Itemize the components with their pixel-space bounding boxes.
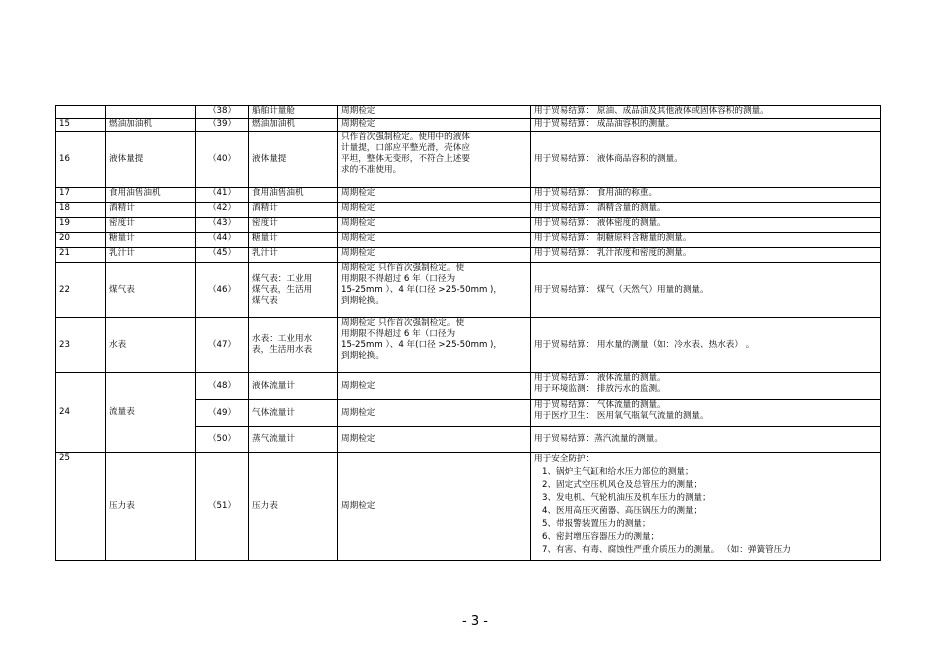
period-line: 15-25mm ）、4 年(口径 >25-50mm )， (341, 340, 502, 350)
use-line: 用于贸易结算： 液体流量的测量。 (534, 373, 666, 383)
cell-seq: （38） (196, 106, 249, 119)
cell-seq: （47） (196, 318, 249, 373)
cell-name: 蒸气流量计 (249, 427, 338, 453)
cell-category: 酒精计 (106, 203, 196, 218)
cell-seq: （46） (196, 263, 249, 318)
cell-no: 24 (56, 373, 106, 453)
use-item: 6、密封增压容器压力的测量； (542, 532, 660, 542)
period-line: 求的不准使用。 (341, 165, 402, 175)
cell-name: 乳汁计 (249, 248, 338, 263)
cell-name: 糖量计 (249, 233, 338, 248)
cell-name: 酒精计 (249, 203, 338, 218)
cell-category (106, 106, 196, 119)
cell-seq: （48） (196, 373, 249, 400)
table-row (56, 453, 881, 561)
cell-no: 16 (56, 132, 106, 188)
name-line: 煤气表，生活用 (252, 284, 313, 295)
use-item: 4、医用高压灭菌器、高压锅压力的测量； (542, 506, 703, 516)
cell-use: 用于贸易结算： 成品油容积的测量。 (531, 119, 881, 132)
cell-seq: （51） (196, 453, 249, 561)
cell-use: 用于贸易结算： 液体商品容积的测量。 (531, 132, 881, 188)
cell-seq: （43） (196, 218, 249, 233)
cell-no (56, 106, 106, 119)
cell-use: 用于贸易结算： 煤气（天然气）用量的测量。 (531, 263, 881, 318)
period-line: 用期限不得超过 6 年（口径为 (341, 274, 456, 284)
use-title: 用于安全防护： (534, 454, 595, 464)
cell-period: 周期检定 (338, 453, 531, 561)
cell-no: 21 (56, 248, 106, 263)
cell-seq: （39） (196, 119, 249, 132)
cell-name: 密度计 (249, 218, 338, 233)
cell-category: 燃油加油机 (106, 119, 196, 132)
use-line: 用于环境监测： 排放污水的监测。 (534, 384, 666, 394)
period-line: 只作首次强制检定。使用中的液体 (341, 132, 470, 142)
name-line: 煤气表：工业用 (252, 273, 313, 284)
cell-period: 周期检定 (338, 106, 531, 119)
cell-period: 周期检定 (338, 373, 531, 400)
table-row (56, 373, 881, 400)
table-row (56, 318, 881, 373)
cell-use: 用于贸易结算： 原油、成品油及其他液体或固体容积的测量。 (531, 106, 881, 119)
period-line: 计量提，口部应平整光滑，壳体应 (341, 143, 470, 153)
cell-no: 22 (56, 263, 106, 318)
cell-name: 液体量提 (249, 132, 338, 188)
cell-category: 水表 (106, 318, 196, 373)
cell-seq: （42） (196, 203, 249, 218)
table-row (56, 188, 881, 203)
cell-use: 用于贸易结算： 液体密度的测量。 (531, 218, 881, 233)
cell-category: 煤气表 (106, 263, 196, 318)
cell-no: 17 (56, 188, 106, 203)
cell-name (249, 318, 338, 373)
table-row (56, 203, 881, 218)
cell-category: 乳汁计 (106, 248, 196, 263)
name-line: 煤气表 (252, 295, 278, 306)
cell-name: 压力表 (249, 453, 338, 561)
name-line: 水表：工业用水 (252, 334, 313, 344)
period-line: 到期轮换。 (341, 351, 384, 361)
cell-category: 液体量提 (106, 132, 196, 188)
period-line: 平坦，整体无变形，不符合上述要 (341, 154, 470, 164)
cell-seq: （40） (196, 132, 249, 188)
cell-period: 周期检定 (338, 119, 531, 132)
cell-use: 用于贸易结算： 用水量的测量（如：冷水表、热水表） 。 (531, 318, 881, 373)
cell-period: 周期检定 (338, 427, 531, 453)
cell-period: 周期检定 (338, 188, 531, 203)
use-line: 用于贸易结算： 气体流量的测量。 (534, 400, 666, 410)
cell-name (249, 263, 338, 318)
verification-table (55, 105, 881, 561)
period-line: 用期限不得超过 6 年（口径为 (341, 329, 456, 339)
table-row (56, 263, 881, 318)
table-row (56, 132, 881, 188)
cell-period (338, 132, 531, 188)
cell-use (531, 453, 881, 561)
table-row (56, 106, 881, 119)
cell-seq: （49） (196, 400, 249, 427)
cell-no: 20 (56, 233, 106, 248)
cell-name: 液体流量计 (249, 373, 338, 400)
use-item: 7、有害、有毒、腐蚀性严重介质压力的测量。 （如：弹簧管压力 (542, 545, 791, 555)
cell-category: 食用油售油机 (106, 188, 196, 203)
cell-period: 周期检定 (338, 203, 531, 218)
table-row (56, 218, 881, 233)
cell-use (531, 373, 881, 400)
cell-no: 23 (56, 318, 106, 373)
cell-category: 流量表 (106, 373, 196, 453)
period-line: 15-25mm ）、4 年(口径 >25-50mm )， (341, 285, 502, 295)
cell-name: 燃油加油机 (249, 119, 338, 132)
cell-no: 15 (56, 119, 106, 132)
cell-name: 船舶计量舱 (249, 106, 338, 119)
cell-use: 用于贸易结算： 酒精含量的测量。 (531, 203, 881, 218)
table-row (56, 119, 881, 132)
cell-no: 25 (56, 453, 106, 561)
cell-seq: （45） (196, 248, 249, 263)
use-line: 用于医疗卫生： 医用氧气瓶氧气流量的测量。 (534, 411, 709, 421)
cell-use (531, 400, 881, 427)
cell-use: 用于贸易结算： 制糖原料含糖量的测量。 (531, 233, 881, 248)
cell-period: 周期检定 (338, 218, 531, 233)
cell-name: 食用油售油机 (249, 188, 338, 203)
use-item: 3、发电机、气轮机油压及机车压力的测量； (542, 493, 711, 503)
period-line: 周期检定 只作首次强制检定。使 (341, 263, 465, 273)
cell-category: 糖量计 (106, 233, 196, 248)
cell-use: 用于贸易结算：蒸汽流量的测量。 (531, 427, 881, 453)
name-line: 表，生活用水表 (252, 345, 313, 355)
cell-category: 密度计 (106, 218, 196, 233)
use-item: 5、带报警装置压力的测量； (542, 519, 651, 529)
use-item: 2、固定式空压机风仓及总管压力的测量； (542, 480, 703, 490)
period-line: 到期轮换。 (341, 296, 384, 306)
table-row (56, 233, 881, 248)
cell-period: 周期检定 (338, 233, 531, 248)
cell-category: 压力表 (106, 453, 196, 561)
cell-no: 19 (56, 218, 106, 233)
cell-no: 18 (56, 203, 106, 218)
cell-name: 气体流量计 (249, 400, 338, 427)
cell-period: 周期检定 (338, 400, 531, 427)
use-item: 1、锅炉主气缸和给水压力部位的测量； (542, 467, 694, 477)
period-line: 周期检定 只作首次强制检定。使 (341, 318, 465, 328)
cell-seq: （50） (196, 427, 249, 453)
cell-period: 周期检定 (338, 248, 531, 263)
cell-seq: （44） (196, 233, 249, 248)
cell-use: 用于贸易结算： 乳汁浓度和密度的测量。 (531, 248, 881, 263)
table-row (56, 248, 881, 263)
cell-seq: （41） (196, 188, 249, 203)
cell-use: 用于贸易结算： 食用油的称重。 (531, 188, 881, 203)
cell-period (338, 318, 531, 373)
cell-period (338, 263, 531, 318)
page-number: - 3 - (462, 614, 488, 629)
